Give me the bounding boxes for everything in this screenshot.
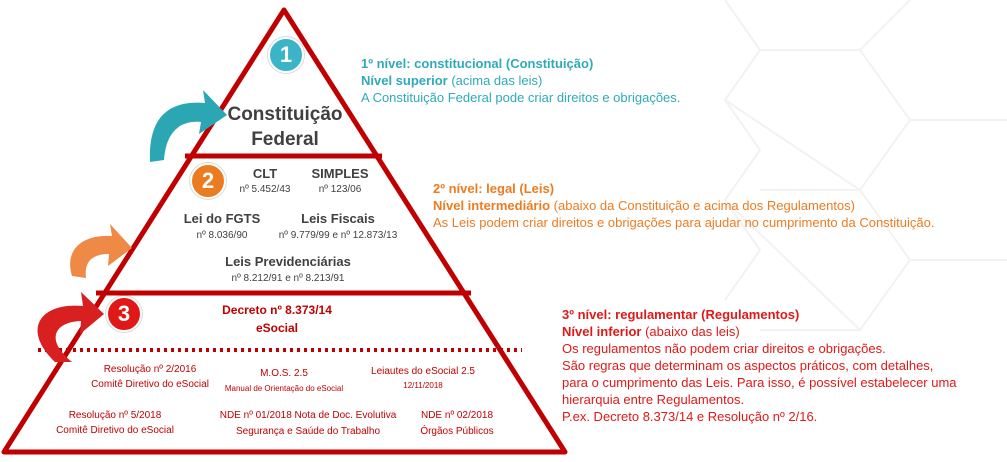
level3-line: P.ex. Decreto 8.373/14 e Resolução nº 2/16. bbox=[562, 409, 818, 424]
res5-line2: Comitê Diretivo do eSocial bbox=[56, 425, 174, 436]
level1-line3: A Constituição Federal pode criar direitos e obrigações. bbox=[361, 90, 681, 105]
nde2-line1: NDE nº 02/2018 bbox=[420, 410, 494, 421]
level1-description bbox=[361, 55, 680, 106]
res2-line1: Resolução nº 2/2016 bbox=[103, 364, 197, 375]
prev-ref: nº 8.212/91 e nº 8.213/91 bbox=[231, 273, 345, 284]
mos-line2: Manual de Orientação do eSocial bbox=[224, 384, 344, 393]
prev-name: Leis Previdenciárias bbox=[225, 254, 351, 269]
nde1-line2: Segurança e Saúde do Trabalho bbox=[236, 426, 380, 437]
decreto-line2: eSocial bbox=[255, 321, 299, 335]
level1-subheading-rest: (acima das leis) bbox=[447, 73, 543, 88]
background-watermark bbox=[725, 0, 1007, 330]
level2-subheading-bold: Nível intermediário bbox=[433, 198, 551, 213]
level3-line: hierarquia entre Regulamentos. bbox=[562, 392, 745, 407]
constituicao-title-line1: Constituição bbox=[227, 104, 343, 125]
simples-name: SIMPLES bbox=[311, 166, 369, 181]
level3-line: para o cumprimento das Leis. Para isso, é possível estabelecer uma bbox=[562, 375, 957, 390]
decreto-line1: Decreto nº 8.373/14 bbox=[222, 303, 332, 317]
constituicao-title-line2: Federal bbox=[251, 129, 319, 150]
level1-subheading-bold: Nível superior bbox=[361, 73, 448, 88]
fgts-ref: nº 8.036/90 bbox=[196, 230, 248, 241]
level3-line: Os regulamentos não podem criar direitos e obrigações. bbox=[562, 341, 886, 356]
simples-ref: nº 123/06 bbox=[318, 184, 362, 195]
level2-subheading-rest: (abaixo da Constituição e acima dos Regulamentos) bbox=[550, 198, 855, 213]
leiautes-line1: Leiautes do eSocial 2.5 bbox=[371, 366, 475, 377]
level3-subheading-rest: (abaixo das leis) bbox=[641, 324, 740, 339]
mos-line1: M.O.S. 2.5 bbox=[260, 368, 308, 379]
res5-line1: Resolução nº 5/2018 bbox=[68, 410, 162, 421]
level1-badge: 1 bbox=[268, 37, 304, 73]
level3-line: São regras que determinam os aspectos práticos, com detalhes, bbox=[562, 358, 934, 373]
leiautes-line2: 12/11/2018 bbox=[403, 381, 443, 390]
level3-subheading bbox=[562, 323, 957, 340]
fiscais-name: Leis Fiscais bbox=[301, 211, 375, 226]
clt-name: CLT bbox=[252, 166, 278, 181]
level3-heading: 3º nível: regulamentar (Regulamentos) bbox=[562, 307, 800, 322]
level2-description bbox=[433, 180, 934, 231]
fgts-name: Lei do FGTS bbox=[183, 211, 261, 226]
level3-subheading-bold: Nível inferior bbox=[562, 324, 642, 339]
nde2-line2: Órgãos Públicos bbox=[420, 426, 494, 437]
level3-badge: 3 bbox=[106, 296, 142, 332]
level1-subheading bbox=[361, 72, 680, 89]
level2-badge: 2 bbox=[190, 163, 226, 199]
fiscais-ref: nº 9.779/99 e nº 12.873/13 bbox=[278, 230, 398, 241]
res2-line2: Comitê Diretivo do eSocial bbox=[91, 379, 209, 390]
level1-heading: 1º nível: constitucional (Constituição) bbox=[361, 56, 594, 71]
level2-heading: 2º nível: legal (Leis) bbox=[433, 181, 555, 196]
clt-ref: nº 5.452/43 bbox=[239, 184, 291, 195]
nde1-line1: NDE nº 01/2018 Nota de Doc. Evolutiva bbox=[219, 410, 397, 421]
level2-subheading bbox=[433, 197, 934, 214]
level3-description bbox=[562, 306, 957, 425]
level2-line3: As Leis podem criar direitos e obrigações para ajudar no cumprimento da Constituição. bbox=[433, 215, 935, 230]
